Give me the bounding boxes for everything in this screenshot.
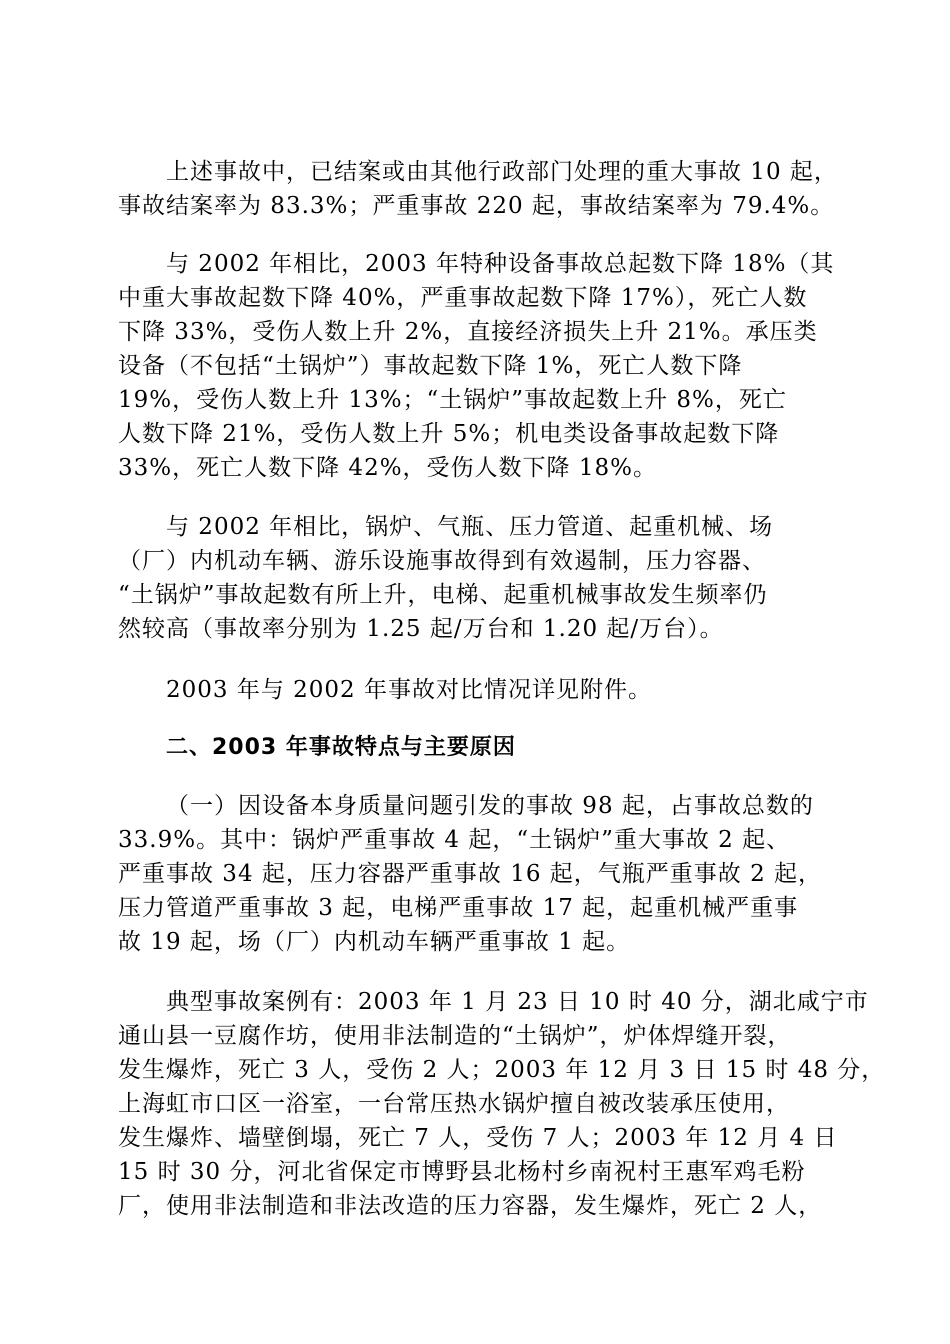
- heading-text: 二、2003 年事故特点与主要原因: [166, 735, 516, 760]
- section-heading: [118, 731, 840, 765]
- text-line: 15 时 30 分，河北省保定市博野县北杨村乡南祝村王惠军鸡毛粉: [118, 1159, 806, 1185]
- text-line: 严重事故 34 起，压力容器严重事故 16 起，气瓶严重事故 2 起，: [118, 861, 823, 887]
- text-line: 上海虹市口区一浴室，一台常压热水锅炉擅自被改装承压使用，: [118, 1091, 790, 1117]
- paragraph-comparison-2002: [118, 247, 840, 485]
- text-line: 上述事故中，已结案或由其他行政部门处理的重大事故 10 起，: [166, 159, 838, 185]
- text-line: 事故结案率为 83.3%；严重事故 220 起，事故结案率为 79.4%。: [118, 193, 835, 219]
- text-line: （一）因设备本身质量问题引发的事故 98 起，占事故总数的: [166, 793, 814, 819]
- text-line: “土锅炉”事故起数有所上升，电梯、起重机械事故发生频率仍: [118, 582, 768, 608]
- text-line: 2003 年与 2002 年事故对比情况详见附件。: [166, 677, 652, 703]
- text-line: 压力管道严重事故 3 起，电梯严重事故 17 起，起重机械严重事: [118, 895, 799, 921]
- text-line: 发生爆炸，死亡 3 人，受伤 2 人；2003 年 12 月 3 日 15 时 48 分，: [118, 1057, 886, 1083]
- text-line: 人数下降 21%，受伤人数上升 5%；机电类设备事故起数下降: [118, 421, 780, 447]
- paragraph-case-closure: [118, 155, 840, 223]
- text-line: 然较高（事故率分别为 1.25 起/万台和 1.20 起/万台）。: [118, 616, 724, 642]
- text-line: （厂）内机动车辆、游乐设施事故得到有效遏制，压力容器、: [118, 548, 766, 574]
- text-line: 厂，使用非法制造和非法改造的压力容器，发生爆炸，死亡 2 人，: [118, 1193, 823, 1219]
- text-line: 下降 33%，受伤人数上升 2%，直接经济损失上升 21%。承压类: [118, 319, 818, 345]
- text-line: 与 2002 年相比，2003 年特种设备事故总起数下降 18%（其: [166, 251, 835, 277]
- text-line: 19%，受伤人数上升 13%；“土锅炉”事故起数上升 8%，死亡: [118, 387, 787, 413]
- text-line: 通山县一豆腐作坊，使用非法制造的“土锅炉”，炉体焊缝开裂，: [118, 1023, 792, 1049]
- text-line: 故 19 起，场（厂）内机动车辆严重事故 1 起。: [118, 929, 631, 955]
- text-line: 与 2002 年相比，锅炉、气瓶、压力管道、起重机械、场: [166, 514, 774, 540]
- paragraph-attachment-note: [118, 673, 840, 707]
- text-line: 33%，死亡人数下降 42%，受伤人数下降 18%。: [118, 455, 657, 481]
- text-line: 发生爆炸、墙壁倒塌，死亡 7 人，受伤 7 人；2003 年 12 月 4 日: [118, 1125, 838, 1151]
- paragraph-quality-issues: [118, 789, 840, 959]
- text-line: 中重大事故起数下降 40%，严重事故起数下降 17%），死亡人数: [118, 285, 808, 311]
- text-line: 典型事故案例有：2003 年 1 月 23 日 10 时 40 分，湖北咸宁市: [166, 989, 869, 1015]
- text-line: 33.9%。其中：锅炉严重事故 4 起，“土锅炉”重大事故 2 起、: [118, 827, 791, 853]
- paragraph-equipment-trends: [118, 510, 840, 646]
- text-line: 设备（不包括“土锅炉”）事故起数下降 1%，死亡人数下降: [118, 353, 743, 379]
- paragraph-typical-cases: [118, 985, 886, 1223]
